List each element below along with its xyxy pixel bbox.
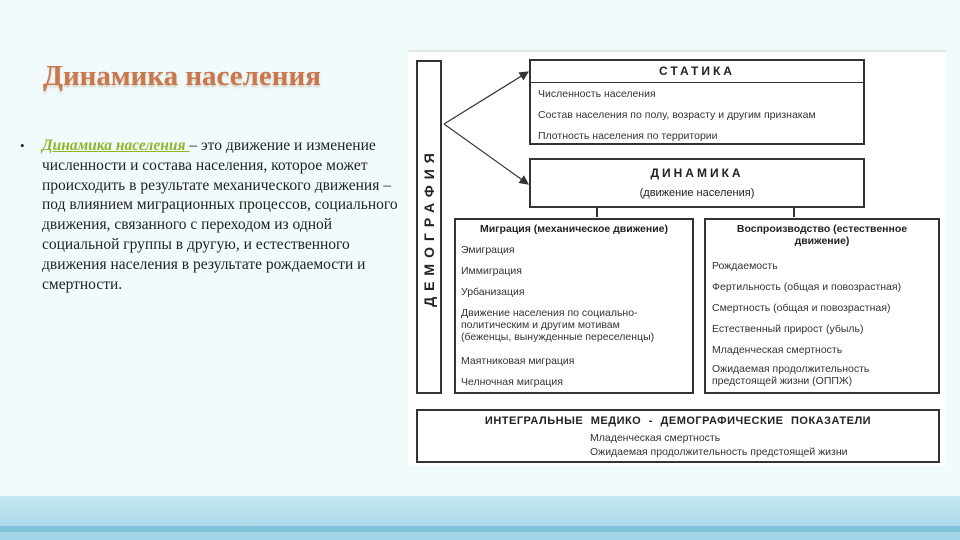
statics-title: СТАТИКА: [531, 61, 863, 83]
integral-item: Ожидаемая продолжительность предстоящей жизни: [590, 446, 848, 458]
reproduction-item: Ожидаемая продолжительность предстоящей жизни (ОППЖ): [712, 363, 870, 387]
bullet-icon: •: [20, 138, 25, 153]
migration-item: Урбанизация: [461, 286, 525, 298]
dynamics-subtitle: (движение населения): [639, 187, 755, 199]
migration-box: [454, 218, 694, 394]
integral-item: Младенческая смертность: [590, 432, 721, 444]
band-stripe: [0, 526, 960, 532]
migration-item: Движение населения по социально-политическим и другим мотивам (беженцы, вынужденные переселенцы): [461, 307, 655, 343]
reproduction-item: Фертильность (общая и повозрастная): [712, 281, 902, 293]
reproduction-item: Младенческая смертность: [712, 344, 843, 356]
statics-item: Численность населения: [538, 88, 656, 100]
migration-item: Маятниковая миграция: [461, 355, 575, 367]
migration-item: Эмиграция: [461, 244, 515, 256]
integral-title: ИНТЕГРАЛЬНЫЕ МЕДИКО - ДЕМОГРАФИЧЕСКИЕ ПОКАЗАТЕЛИ: [484, 415, 872, 427]
migration-item: Челночная миграция: [461, 376, 563, 388]
demography-diagram: [408, 50, 946, 466]
dynamics-title: ДИНАМИКА: [650, 166, 744, 180]
demography-label: ДЕМОГРАФИЯ: [421, 147, 437, 307]
migration-item: Иммиграция: [461, 265, 522, 277]
statics-item: Плотность населения по территории: [538, 130, 718, 142]
arrow-to-dynamics: [444, 124, 528, 184]
integral-indicators-box: [416, 409, 940, 463]
reproduction-title: Воспроизводство (естественное движение): [736, 223, 908, 247]
statics-item: Состав населения по полу, возрасту и другим признакам: [538, 109, 816, 121]
dynamics-box: [529, 158, 865, 208]
reproduction-item: Естественный прирост (убыль): [712, 323, 864, 335]
reproduction-box: [704, 218, 940, 394]
reproduction-item: Смертность (общая и повозрастная): [712, 302, 891, 314]
arrow-to-statics: [444, 72, 528, 124]
connector-vertical: [793, 208, 795, 217]
slide-title: Динамика населения: [43, 60, 321, 92]
defined-term: Динамика населения: [42, 137, 190, 154]
statics-box: [529, 59, 865, 145]
migration-title: Миграция (механическое движение): [479, 223, 668, 235]
definition-text: – это движение и изменение численности и состава населения, которое может происходить в результате механического движения – под влиянием миграционных процессов, социального движения, связанного с переходом из одной социальной группы в другую, и естественного движения населения в результате рождаемости и смертности.: [42, 137, 398, 293]
bullet-text-block: [42, 136, 400, 294]
reproduction-item: Рождаемость: [712, 260, 778, 272]
connector-vertical: [596, 208, 598, 217]
bullet-paragraph: [20, 136, 400, 294]
bottom-decorative-band: [0, 496, 960, 540]
